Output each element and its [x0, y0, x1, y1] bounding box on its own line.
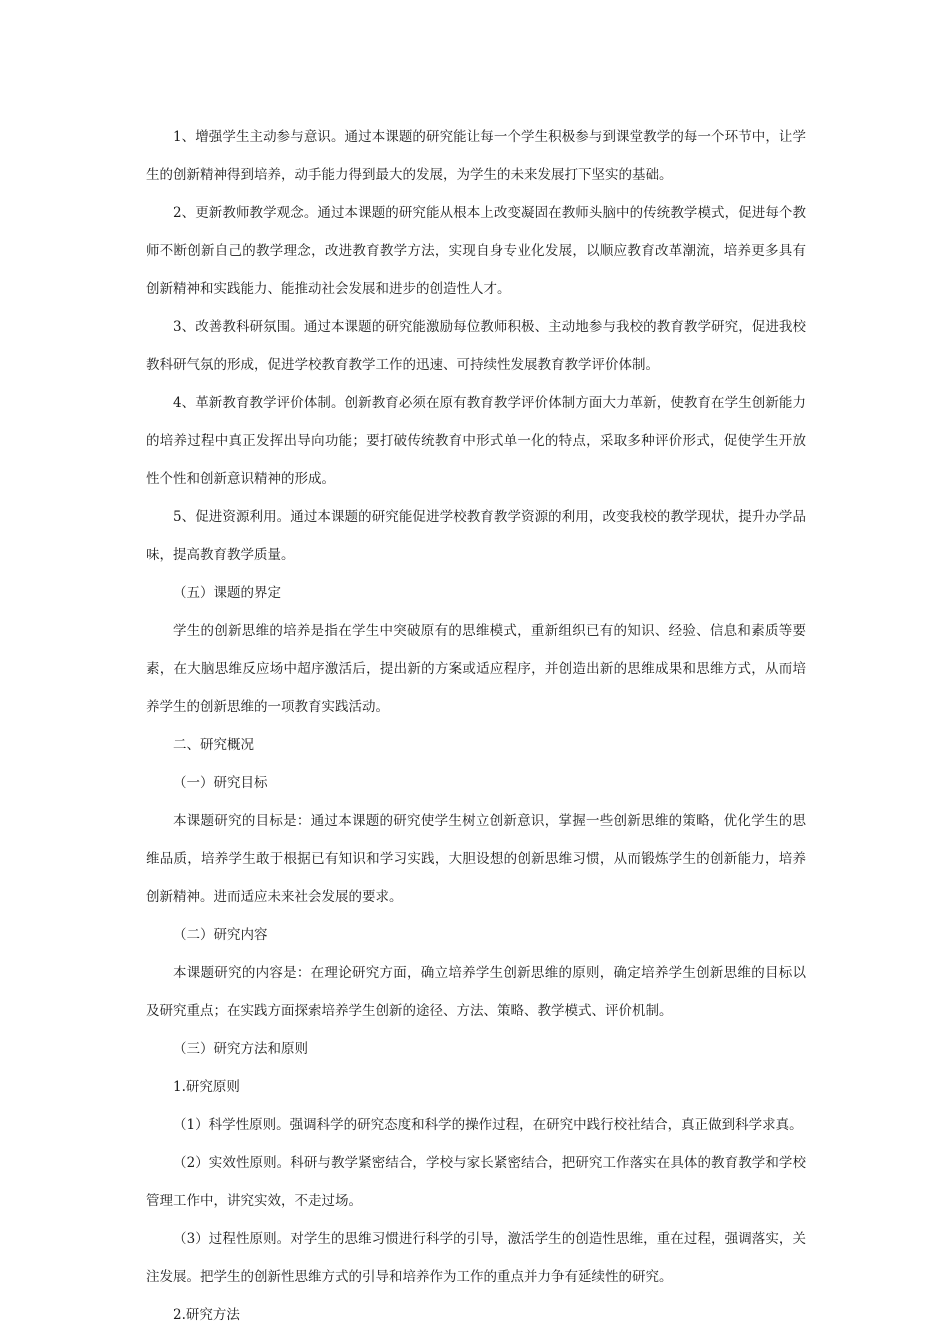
- paragraph-goals: 本课题研究的目标是：通过本课题的研究使学生树立创新意识，掌握一些创新思维的策略，优化学生的思维品质，培养学生敢于根据已有知识和学习实践，大胆设想的创新思维习惯，从而锻炼学生的创新能力，培养创新精神。进而适应未来社会发展的要求。: [146, 813, 806, 905]
- section-heading-overview: 二、研究概况: [173, 737, 254, 753]
- section-heading-goals: （一）研究目标: [173, 775, 268, 791]
- subheading-principles: 1.研究原则: [173, 1079, 240, 1095]
- paragraph-principle-1: （1）科学性原则。强调科学的研究态度和科学的操作过程，在研究中践行校社结合，真正做到科学求真。: [173, 1117, 803, 1133]
- paragraph-5: 5、促进资源利用。通过本课题的研究能促进学校教育教学资源的利用，改变我校的教学现状，提升办学品味，提高教育教学质量。: [146, 509, 806, 563]
- paragraph-2: 2、更新教师教学观念。通过本课题的研究能从根本上改变凝固在教师头脑中的传统教学模式，促进每个教师不断创新自己的教学理念，改进教育教学方法，实现自身专业化发展，以顺应教育改革潮流，培养更多具有创新精神和实践能力、能推动社会发展和进步的创造性人才。: [146, 205, 806, 297]
- section-heading-content: （二）研究内容: [173, 927, 268, 943]
- paragraph-4: 4、革新教育教学评价体制。创新教育必须在原有教育教学评价体制方面大力革新，使教育在学生创新能力的培养过程中真正发挥出导向功能；要打破传统教育中形式单一化的特点，采取多种评价形式，促使学生开放性个性和创新意识精神的形成。: [146, 395, 806, 487]
- paragraph-1: 1、增强学生主动参与意识。通过本课题的研究能让每一个学生积极参与到课堂教学的每一个环节中，让学生的创新精神得到培养，动手能力得到最大的发展，为学生的未来发展打下坚实的基础。: [146, 129, 806, 183]
- paragraph-content: 本课题研究的内容是：在理论研究方面，确立培养学生创新思维的原则，确定培养学生创新思维的目标以及研究重点；在实践方面探索培养学生创新的途径、方法、策略、教学模式、评价机制。: [146, 965, 806, 1019]
- section-heading-methods: （三）研究方法和原则: [173, 1041, 308, 1057]
- subheading-methods: 2.研究方法: [173, 1307, 240, 1323]
- section-heading-definition: （五）课题的界定: [173, 585, 281, 601]
- paragraph-principle-3: （3）过程性原则。对学生的思维习惯进行科学的引导，激活学生的创造性思维，重在过程，强调落实，关注发展。把学生的创新性思维方式的引导和培养作为工作的重点并力争有延续性的研究。: [146, 1231, 806, 1285]
- paragraph-principle-2: （2）实效性原则。科研与教学紧密结合，学校与家长紧密结合，把研究工作落实在具体的教育教学和学校管理工作中，讲究实效，不走过场。: [146, 1155, 806, 1209]
- paragraph-definition: 学生的创新思维的培养是指在学生中突破原有的思维模式，重新组织已有的知识、经验、信息和素质等要素，在大脑思维反应场中超序激活后，提出新的方案或适应程序，并创造出新的思维成果和思维方式，从而培养学生的创新思维的一项教育实践活动。: [146, 623, 806, 715]
- document-page: [146, 118, 806, 1334]
- paragraph-3: 3、改善教科研氛围。通过本课题的研究能激励每位教师积极、主动地参与我校的教育教学研究，促进我校教科研气氛的形成，促进学校教育教学工作的迅速、可持续性发展教育教学评价体制。: [146, 319, 806, 373]
